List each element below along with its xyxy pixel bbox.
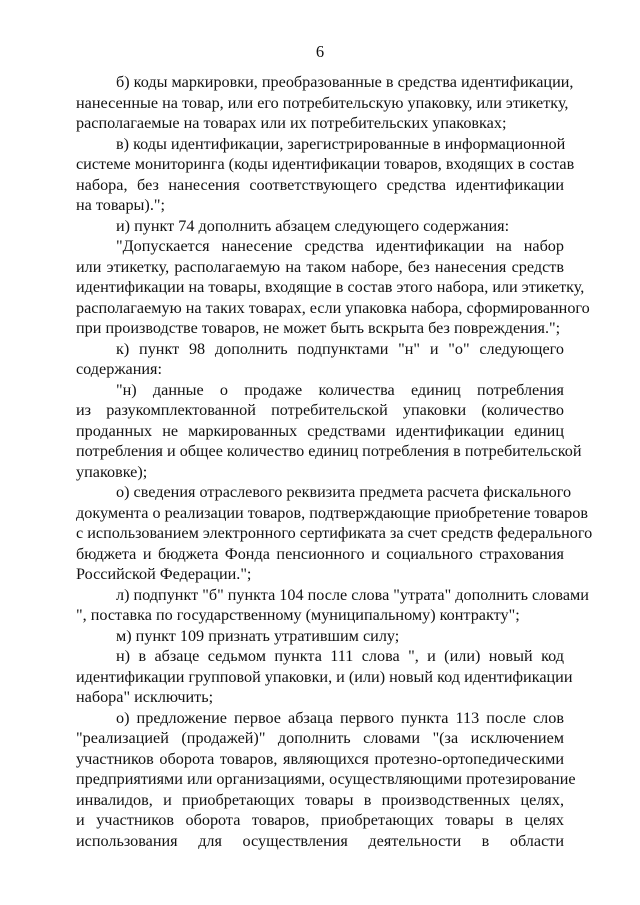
text-line: участников оборота товаров, являющихся протезно-ортопедическими xyxy=(76,749,564,768)
text-line: Российской Федерации."; xyxy=(76,565,252,583)
paragraph xyxy=(76,626,564,647)
text-line: располагаемую на таких товарах, если упаковка набора, сформированного xyxy=(76,298,590,317)
text-line: предприятиями или организациями, осуществляющими протезирование xyxy=(76,770,576,788)
paragraph xyxy=(76,72,574,134)
text-line: "н) данные о продаже количества единиц потребления xyxy=(116,380,564,399)
text-line: содержания: xyxy=(76,360,162,378)
text-line: о) предложение первое абзаца первого пункта 113 после слов xyxy=(116,708,564,727)
text-line: н) в абзаце седьмом пункта 111 слова ", и (или) новый код xyxy=(116,647,564,665)
text-line: упаковке); xyxy=(76,462,148,481)
text-line: использования для осуществления деятельности в области xyxy=(76,831,564,850)
paragraph xyxy=(76,339,564,380)
paragraph xyxy=(76,708,576,852)
text-line: идентификации на товары, входящие в состав этого набора, или этикетку, xyxy=(76,278,585,296)
text-line: системе мониторинга (коды идентификации товаров, входящих в состав xyxy=(76,155,575,173)
paragraph xyxy=(76,134,575,216)
text-line: л) подпункт "б" пункта 104 после слова "утрата" дополнить словами xyxy=(116,585,589,604)
text-line: на товары)."; xyxy=(76,196,165,214)
text-line: инвалидов, и приобретающих товары в производственных целях, xyxy=(76,790,564,809)
text-line: бюджета и бюджета Фонда пенсионного и социального страхования xyxy=(76,544,564,563)
text-line: набора, без нанесения соответствующего средства идентификации xyxy=(76,175,564,194)
text-line: м) пункт 109 признать утратившим силу; xyxy=(116,626,400,645)
text-line: с использованием электронного сертификата за счет средств федерального xyxy=(76,524,593,542)
paragraph xyxy=(76,216,564,237)
paragraph xyxy=(76,482,593,585)
text-line: и участников оборота товаров, приобретающих товары в целях xyxy=(76,811,564,829)
text-line: к) пункт 98 дополнить подпунктами "н" и "о" следующего xyxy=(116,339,564,358)
text-line: потребления и общее количество единиц потребления в потребительской xyxy=(76,442,582,460)
text-line: набора" исключить; xyxy=(76,688,214,706)
text-line: б) коды маркировки, преобразованные в средства идентификации, xyxy=(116,73,574,91)
text-line: и) пункт 74 дополнить абзацем следующего содержания: xyxy=(116,216,510,235)
document-body xyxy=(76,72,593,851)
paragraph xyxy=(76,236,590,339)
text-line: "реализацией (продажей)" дополнить словами "(за исключением xyxy=(76,729,564,747)
text-line: идентификации групповой упаковки, и (или) новый код идентификации xyxy=(76,667,573,686)
page-number: 6 xyxy=(315,42,325,61)
text-line: нанесенные на товар, или его потребительскую упаковку, или этикетку, xyxy=(76,93,569,112)
text-line: "Допускается нанесение средства идентификации на набор xyxy=(116,237,564,255)
text-line: при производстве товаров, не может быть вскрыта без повреждения."; xyxy=(76,319,561,337)
paragraph xyxy=(76,380,582,483)
text-line: о) сведения отраслевого реквизита предмета расчета фискального xyxy=(116,483,572,501)
text-line: из разукомплектованной потребительской упаковки (количество xyxy=(76,401,564,419)
text-line: в) коды идентификации, зарегистрированные в информационной xyxy=(116,134,566,153)
text-line: ", поставка по государственному (муниципальному) контракту"; xyxy=(76,606,520,624)
text-line: документа о реализации товаров, подтверждающие приобретение товаров xyxy=(76,503,588,522)
paragraph xyxy=(76,646,573,708)
text-line: располагаемые на товарах или их потребительских упаковках; xyxy=(76,114,507,132)
text-line: или этикетку, располагаемую на таком наборе, без нанесения средств xyxy=(76,257,564,276)
paragraph xyxy=(76,585,589,626)
text-line: проданных не маркированных средствами идентификации единиц xyxy=(76,421,564,440)
